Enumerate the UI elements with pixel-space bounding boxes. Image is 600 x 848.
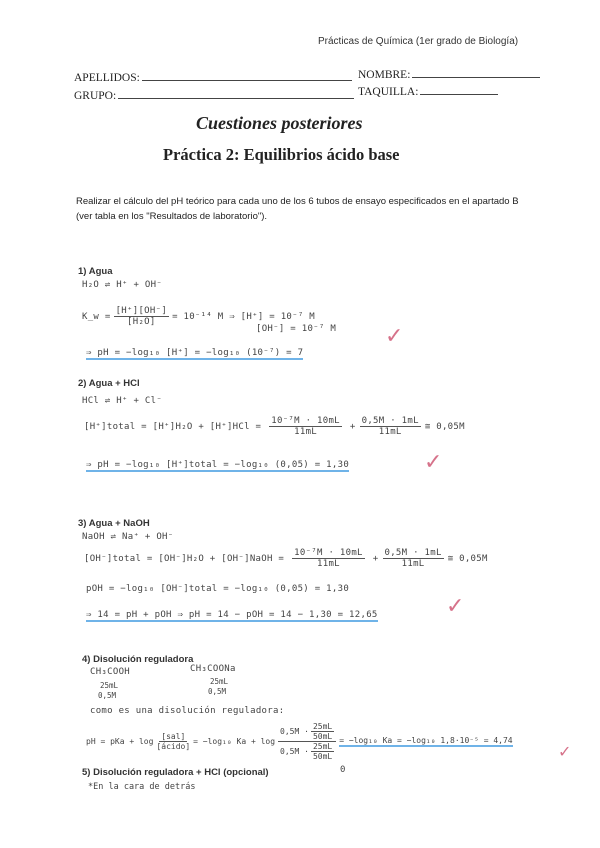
apellidos-line	[142, 80, 352, 81]
s1-ph-text: ⇒ pH = −log₁₀ [H⁺] = −log₁₀ (10⁻⁷) = 7	[86, 348, 304, 358]
s4-ratio-fraction	[156, 732, 190, 751]
s2-fraction-1	[269, 416, 342, 437]
grupo-field	[74, 90, 354, 102]
s2-ph-text: ⇒ pH = −log₁₀ [H⁺]total = −log₁₀ (0,05) = 1,30	[86, 460, 350, 470]
s2-result: ≅ 0,05M	[424, 421, 465, 432]
course-header: Prácticas de Química (1er grado de Biología)	[318, 36, 519, 47]
s2-f2-num: 0,5M · 1mL	[361, 416, 419, 426]
section-2-title: 2) Agua + HCl	[78, 378, 140, 389]
s3-equation: NaOH ⇌ Na⁺ + OH⁻	[82, 532, 174, 542]
s4-ratio-den: [ácido]	[156, 742, 191, 751]
practice-title: Práctica 2: Equilibrios ácido base	[163, 145, 400, 164]
s4-big-d2	[311, 742, 334, 761]
s3-fraction-1	[292, 548, 365, 569]
nombre-label: NOMBRE:	[358, 69, 411, 81]
s4-big-n2	[311, 722, 334, 741]
s4-big-den	[280, 742, 334, 761]
s4-eq-b: = −log₁₀ Ka + log	[193, 737, 276, 746]
section-5-title: 5) Disolución reguladora + HCl (opcional)	[82, 767, 269, 778]
s2-lhs: [H⁺]total = [H⁺]H₂O + [H⁺]HCl =	[84, 421, 262, 432]
s3-result: ≅ 0,05M	[447, 553, 488, 564]
section-4-title: 4) Disolución reguladora	[82, 654, 194, 665]
section-1-title: 1) Agua	[78, 266, 113, 277]
s2-concentration-line	[84, 416, 465, 437]
s4-big-n2-num: 25mL	[312, 722, 333, 731]
s2-f1-den: 11mL	[294, 427, 318, 437]
taquilla-field	[358, 86, 498, 98]
s4-eq-a: pH = pKa + log	[86, 737, 154, 746]
s4-big-d2-num: 25mL	[312, 742, 333, 751]
s4-salt: CH₃COONa	[190, 664, 236, 674]
nombre-field	[358, 69, 540, 81]
s3-plus: +	[372, 553, 379, 564]
s4-ratio-num: [sal]	[161, 732, 186, 741]
s4-big-num	[278, 722, 336, 742]
s1-equation: H₂O ⇌ H⁺ + OH⁻	[82, 280, 163, 290]
s3-poh: pOH = −log₁₀ [OH⁻]total = −log₁₀ (0,05) = 1,30	[86, 584, 350, 594]
s4-big-d2-den: 50mL	[312, 752, 333, 761]
s2-f2-den: 11mL	[378, 427, 402, 437]
nombre-line	[412, 77, 540, 78]
s4-note: como es una disolución reguladora:	[90, 706, 285, 716]
grupo-line	[118, 98, 354, 99]
s4-big-n2-den: 50mL	[312, 732, 333, 741]
s4-zero-note: 0	[340, 765, 346, 775]
apellidos-field	[74, 72, 352, 84]
s3-f1-den: 11mL	[317, 559, 340, 569]
s2-ph	[86, 460, 349, 470]
s4-big-n1: 0,5M ·	[280, 727, 309, 736]
s4-eq-c: = −log₁₀ Ka = −log₁₀ 1,8·10⁻⁵ = 4,74	[339, 736, 513, 745]
section-3-title: 3) Agua + NaOH	[78, 518, 150, 529]
s3-fraction-2	[383, 548, 444, 569]
s3-ph	[86, 610, 378, 620]
s4-acid-volume: 25mL	[100, 681, 119, 690]
apellidos-label: APELLIDOS:	[74, 72, 140, 84]
s3-f2-num: 0,5M · 1mL	[384, 548, 442, 558]
s1-kw-rhs: = 10⁻¹⁴ M ⇒ [H⁺] = 10⁻⁷ M	[172, 311, 316, 322]
instructions: Realizar el cálculo del pH teórico para cada uno de los 6 tubos de ensayo especificados en el apartado B (ver tabla en los "Resultados de laboratorio").	[76, 196, 519, 222]
check-mark-icon: ✓	[558, 742, 572, 761]
s2-f1-num: 10⁻⁷M · 10mL	[271, 416, 340, 426]
s2-equation: HCl ⇌ H⁺ + Cl⁻	[82, 396, 163, 406]
s4-acid-conc: 0,5M	[98, 691, 117, 700]
s1-kw-lhs: K_w =	[82, 311, 111, 322]
s3-lhs: [OH⁻]total = [OH⁻]H₂O + [OH⁻]NaOH =	[84, 553, 285, 564]
s2-fraction-2	[360, 416, 421, 437]
s2-plus: +	[349, 421, 356, 432]
main-title: Cuestiones posteriores	[196, 113, 363, 133]
s4-acid: CH₃COOH	[90, 667, 131, 677]
s4-equation-line	[86, 722, 513, 761]
s1-oh: [OH⁻] = 10⁻⁷ M	[256, 324, 337, 334]
s1-kw-den: [H₂O]	[127, 317, 156, 327]
check-mark-icon: ✓	[424, 450, 443, 475]
s4-big-fraction	[278, 722, 336, 761]
taquilla-label: TAQUILLA:	[358, 86, 419, 98]
s3-f2-den: 11mL	[401, 559, 425, 569]
s4-salt-conc: 0,5M	[208, 687, 227, 696]
s3-ph-text: ⇒ 14 = pH + pOH ⇒ pH = 14 − pOH = 14 − 1,30 = 12,65	[86, 610, 378, 620]
grupo-label: GRUPO:	[74, 90, 117, 102]
taquilla-line	[420, 94, 498, 95]
s4-salt-volume: 25mL	[210, 677, 229, 686]
s4-big-d1: 0,5M ·	[280, 747, 309, 756]
s3-f1-num: 10⁻⁷M · 10mL	[294, 548, 363, 558]
check-mark-icon: ✓	[446, 594, 465, 619]
s1-kw-num: [H⁺][OH⁻]	[115, 306, 168, 316]
s3-concentration-line	[84, 548, 488, 569]
check-mark-icon: ✓	[385, 324, 404, 349]
s1-kw-fraction	[114, 306, 169, 327]
s1-ph	[86, 348, 303, 358]
s5-note: *En la cara de detrás	[88, 782, 196, 792]
